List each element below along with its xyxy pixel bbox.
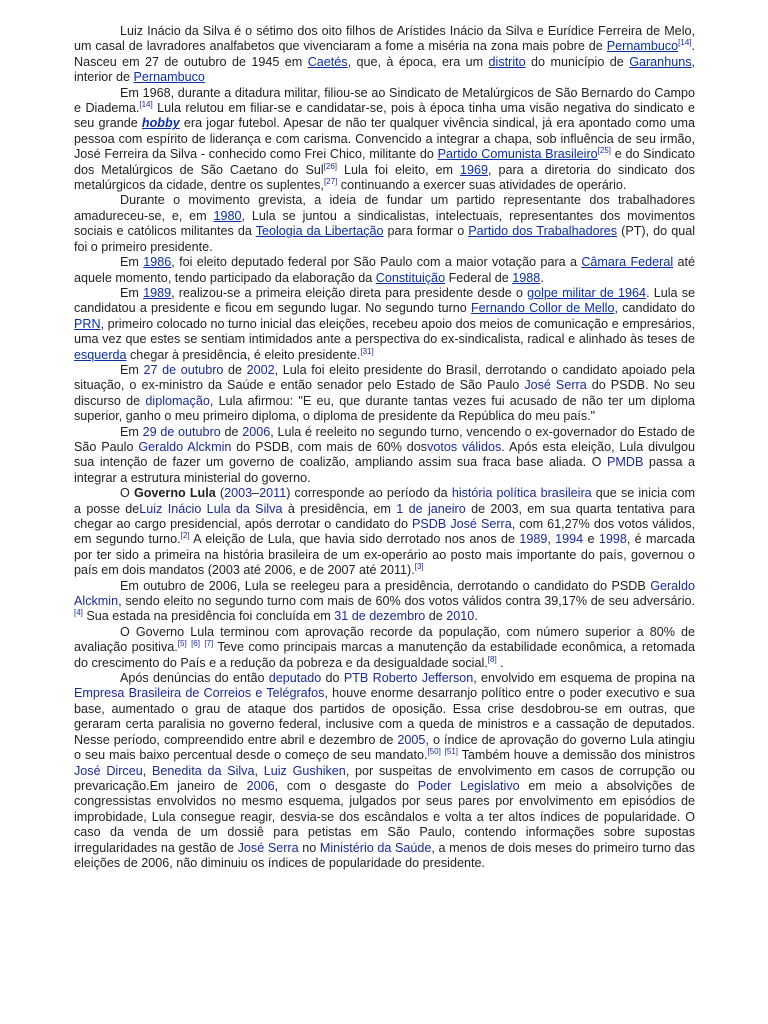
reference-link[interactable]: [26]	[323, 161, 338, 171]
link[interactable]: 2010	[446, 609, 475, 624]
link[interactable]: 1989	[519, 532, 548, 547]
text-run: , candidato do	[614, 301, 696, 316]
text-run: , envolvido em esquema de propina na	[473, 671, 695, 686]
bold-text: Governo Lula	[133, 486, 216, 501]
reference-link[interactable]: [4]	[74, 608, 83, 618]
link[interactable]: Pernambuco	[133, 70, 205, 85]
text-run: . Nasceu em 27 de outubro de 1945 em	[74, 39, 695, 69]
text-run: , interior de	[74, 54, 695, 85]
text-run: Após denúncias do então	[120, 671, 269, 686]
link[interactable]: Caetés	[307, 54, 348, 69]
paragraph	[74, 86, 695, 194]
link[interactable]: Ministério da Saúde	[319, 840, 432, 855]
text-run: ,	[547, 532, 556, 547]
text-run: continuando a exercer suas atividades de operário.	[337, 178, 627, 193]
text-run: Também houve a demissão dos ministros	[457, 748, 695, 763]
reference-link[interactable]: [14]	[678, 38, 692, 48]
link[interactable]: PRN	[74, 316, 101, 331]
link[interactable]: 1998	[598, 532, 627, 547]
text-run: no	[298, 840, 320, 855]
reference-link[interactable]: [7]	[204, 639, 214, 649]
text-run: , que, à época, era um	[347, 54, 489, 69]
link[interactable]: 1969	[460, 162, 489, 177]
text-run: . Após esta eleição, Lula divulgou sua intenção de fazer um governo de coalizão, ampliando assim sua fraca base aliada. O	[74, 439, 696, 470]
link[interactable]: 29 de outubro	[142, 424, 221, 439]
link[interactable]: 1986	[143, 255, 172, 270]
text-run: do município de	[525, 54, 630, 69]
link[interactable]: PMDB	[606, 455, 644, 470]
text-run: , realizou-se a primeira eleição direta para presidente desde o	[171, 285, 528, 300]
link[interactable]: deputado	[268, 671, 322, 686]
link[interactable]: 1 de janeiro	[396, 501, 466, 516]
paragraph	[74, 579, 695, 625]
link[interactable]: Geraldo Alckmin	[138, 439, 232, 454]
text-run: de 2003, em sua quarta tentativa para chegar ao cargo presidencial, após derrotar o candidato do	[74, 501, 695, 531]
text-run: à presidência, em	[282, 501, 397, 516]
text-run: , com o desgaste do	[274, 778, 418, 793]
text-run: Em	[120, 285, 144, 300]
text-run: Em 1968, durante a ditadura militar, filiou-se ao Sindicato de Metalúrgicos de São Bernardo do Campo e Diadema.	[74, 85, 695, 116]
text-run: , Lula se juntou a sindicalistas, intelectuais, representantes dos movimentos sociais e católicos militantes da	[74, 208, 695, 239]
text-run: até aquele momento, tendo participado da elaboração da	[74, 255, 695, 285]
text-run: era jogar futebol. Apesar de não ter qualquer vivência sindical, já era apontado como uma pessoa com espírito de liderança e com carisma. Convencido a integrar a chapa, sob influência de seu irmão, José Ferreira da Silva - conhecido como Frei Chico, militante do	[74, 116, 695, 162]
link[interactable]: Geraldo Alckmin	[74, 578, 695, 609]
link[interactable]: golpe militar de 1964	[527, 285, 647, 300]
text-run: Teve como principais marcas a manutenção da estabilidade econômica, a retomada do crescimento do País e a redução da pobreza e da desigualdade social.	[74, 640, 696, 670]
text-run: , por suspeitas de envolvimento em casos de corrupção ou prevaricação.Em janeiro de	[74, 763, 696, 793]
reference-link[interactable]: [3]	[414, 562, 424, 572]
reference-link[interactable]: [51]	[444, 747, 458, 757]
link[interactable]: votos válidos	[427, 439, 502, 454]
text-run: , Lula foi eleito presidente do Brasil, derrotando o candidato apoiado pela situação, o ex-ministro da Saúde e então senador pelo Estado de São Paulo	[74, 362, 695, 393]
text-run: , para a diretoria do sindicato dos metalúrgicos da cidade, dentre os suplentes,	[74, 162, 695, 193]
link[interactable]: José Serra	[524, 378, 587, 393]
text-run: .	[540, 270, 544, 285]
reference-link[interactable]: [14]	[139, 100, 153, 110]
text-run: (	[215, 486, 225, 501]
text-run: Em	[120, 424, 143, 439]
link[interactable]: Câmara Federal	[581, 255, 674, 270]
text-run: Sua estada na presidência foi concluída em	[82, 609, 335, 624]
link[interactable]: 2005	[397, 732, 426, 747]
text-run: O	[120, 486, 134, 501]
text-run: Lula relutou em filiar-se e candidatar-se, pois à época tinha uma visão negativa do sindicato e seu grande	[74, 101, 695, 131]
reference-link[interactable]: [2]	[180, 531, 190, 541]
text-run: .	[496, 655, 504, 670]
text-run: de	[223, 362, 247, 377]
text-run: A eleição de Lula, que havia sido derrotado nos anos de	[189, 532, 520, 547]
link[interactable]: Luiz Inácio Lula da Silva	[139, 501, 283, 516]
link[interactable]: Fernando Collor de Mello	[470, 301, 615, 316]
link[interactable]: Partido Comunista Brasileiro	[437, 147, 598, 162]
link[interactable]: história política brasileira	[451, 486, 592, 501]
text-run: . Lula se candidatou a presidente e ficou em segundo lugar. No segundo turno	[74, 285, 696, 316]
text-run: , sendo eleito no segundo turno com mais de 60% dos votos válidos contra 39,17% de seu adversário.	[118, 594, 695, 609]
text-run: do PSDB, com mais de 60% dos	[231, 439, 428, 454]
reference-link[interactable]: [8]	[487, 654, 497, 664]
text-run: em meio a absolvições de congressistas envolvidos no mesmo esquema, julgados por seus pares por envolvimento em episódios de improbidade, Lula consegue reagir, desvia-se dos escândalos e volta a ter altos índices de popularidade. O caso da venda de um dossiê para petistas em São Paulo, contendo informações sobre supostas irregularidades na gestão de	[74, 778, 695, 855]
paragraph	[74, 255, 695, 286]
link[interactable]: 31 de dezembro	[334, 609, 426, 624]
link[interactable]: 1989	[143, 285, 172, 300]
text-run: de	[425, 609, 447, 624]
link[interactable]: distrito	[488, 54, 526, 69]
link[interactable]: 1988	[512, 270, 541, 285]
link[interactable]: 27 de outubro	[143, 362, 224, 377]
text-run: para formar o	[383, 224, 469, 239]
paragraph	[74, 286, 695, 363]
text-run: .	[474, 609, 478, 624]
text-run: Federal de	[445, 270, 513, 285]
link[interactable]: PTB	[343, 671, 369, 686]
link[interactable]: diplomação	[145, 393, 210, 408]
text-run: Luiz Inácio da Silva é o sétimo dos oito filhos de Arístides Inácio da Silva e Eurídice Ferreira de Melo, um casal de lavradores analfabetos que vivenciaram a fome a miséria na zona mais pobre de	[74, 24, 695, 54]
text-run: Em	[120, 255, 144, 270]
document-body	[74, 24, 695, 871]
link[interactable]: PSDB	[412, 517, 447, 531]
link[interactable]: Empresa Brasileira de Correios e Telégrafos	[74, 686, 325, 701]
text-run: ) corresponde ao período da	[286, 486, 452, 501]
reference-link[interactable]: [50]	[427, 747, 441, 757]
paragraph	[74, 671, 695, 871]
link[interactable]: José Serra	[450, 517, 512, 531]
text-run: , Lula é reeleito no segundo turno, vencendo o ex-governador do Estado de São Paulo	[74, 424, 695, 454]
link[interactable]: Constituição	[375, 270, 446, 285]
link[interactable]: 2002	[246, 362, 275, 377]
link[interactable]: 2003	[224, 486, 253, 501]
text-run: do	[321, 671, 344, 686]
link[interactable]: 1980	[213, 208, 242, 223]
link[interactable]: 2006	[242, 424, 271, 439]
paragraph	[74, 625, 695, 671]
text-run: passa a integrar a estrutura ministerial do governo.	[74, 455, 695, 485]
paragraph	[74, 486, 695, 578]
text-run: , foi eleito deputado federal por São Paulo com a maior votação para a	[171, 255, 582, 270]
link[interactable]: esquerda	[74, 347, 127, 362]
paragraph	[74, 363, 695, 425]
paragraph	[74, 193, 695, 255]
link[interactable]: hobby	[141, 116, 180, 131]
text-run: , a menos de dois meses do primeiro turno das eleições de 2006, não diminuiu os índices de popularidade do presidente.	[74, 840, 695, 870]
text-run: , houve enorme desarranjo político entre o poder executivo e sua base, aumentado o grau de ataque dos partidos de oposição. Essa crise desdobrou-se em outras, que geraram certa paralisia no governo federal, inclusive com a queda de ministros e a cassação de deputados. Nesse período, compreendido entre abril e dezembro de	[74, 686, 696, 747]
text-run: ,	[142, 763, 152, 778]
link[interactable]: Benedita da Silva	[151, 763, 255, 778]
text-run: –	[252, 486, 260, 501]
link[interactable]: 1994	[555, 532, 584, 547]
text-run: ,	[254, 763, 264, 778]
paragraph	[74, 425, 695, 487]
text-run: e	[583, 532, 599, 547]
text-run: e do Sindicato dos Metalúrgicos de São Caetano do Sul	[74, 147, 695, 177]
text-run: , Lula afirmou: "E eu, que durante tantas vezes fui acusado de não ter um diploma superior, ganho o meu primeiro diploma, o diploma de presidente da República do meu país."	[74, 393, 695, 424]
text-run: , primeiro colocado no turno inicial das eleições, recebeu apoio dos meios de comunicação e empresários, uma vez que estes se sentiam intimidados ante a perspectiva do ex-sindicalista, radical e alinhado às teses de	[74, 316, 695, 347]
reference-link[interactable]: [6]	[191, 639, 200, 649]
link[interactable]: Roberto Jefferson	[372, 671, 474, 686]
text-run: Lula foi eleito, em	[337, 162, 460, 177]
link[interactable]: Teologia da Libertação	[255, 224, 384, 239]
text-run: , com 61,27% dos votos válidos, em segundo turno.	[74, 517, 696, 547]
link[interactable]: José Dirceu	[74, 763, 143, 778]
paragraph	[74, 24, 695, 86]
text-run: Em outubro de 2006, Lula se reelegeu para a presidência, derrotando o candidato do PSDB	[120, 578, 651, 593]
reference-link[interactable]: [25]	[597, 146, 611, 156]
link[interactable]: Partido dos Trabalhadores	[468, 224, 618, 239]
text-run: que se inicia com a posse de	[74, 486, 695, 516]
text-run: Em	[120, 362, 144, 377]
text-run: de	[220, 424, 243, 439]
text-run: do PSDB. No seu discurso de	[74, 378, 696, 408]
link[interactable]: 2006	[246, 778, 275, 793]
link[interactable]: Luiz Gushiken	[263, 763, 346, 778]
link[interactable]: Pernambuco	[606, 39, 679, 54]
link[interactable]: Garanhuns	[629, 54, 692, 69]
text-run: (PT), do qual foi o primeiro presidente.	[74, 224, 696, 254]
text-run: , o índice de aprovação do governo Lula atingiu o seu mais baixo percentual desde o começo de seu mandato.	[74, 732, 695, 763]
reference-link[interactable]: [27]	[323, 177, 338, 187]
text-run: , é marcada por ter sido a primeira na história brasileira de um ex-operário ao posto mais importante do país, governou o país em dois mandatos (2003 até 2006, e de 2007 até 2011).	[74, 532, 695, 578]
link[interactable]: Poder Legislativo	[417, 778, 520, 793]
text-run: O Governo Lula terminou com aprovação recorde da população, com número superior a 80% de avaliação positiva.	[74, 624, 695, 655]
text-run: Durante o movimento grevista, a ideia de fundar um partido representante dos trabalhadores amadureceu-se, e, em	[74, 193, 695, 223]
reference-link[interactable]: [5]	[177, 639, 187, 649]
text-run: chegar à presidência, é eleito presidente.	[126, 347, 361, 362]
reference-link[interactable]: [31]	[360, 346, 374, 356]
link[interactable]: José Serra	[237, 840, 299, 855]
link[interactable]: 2011	[259, 486, 287, 501]
